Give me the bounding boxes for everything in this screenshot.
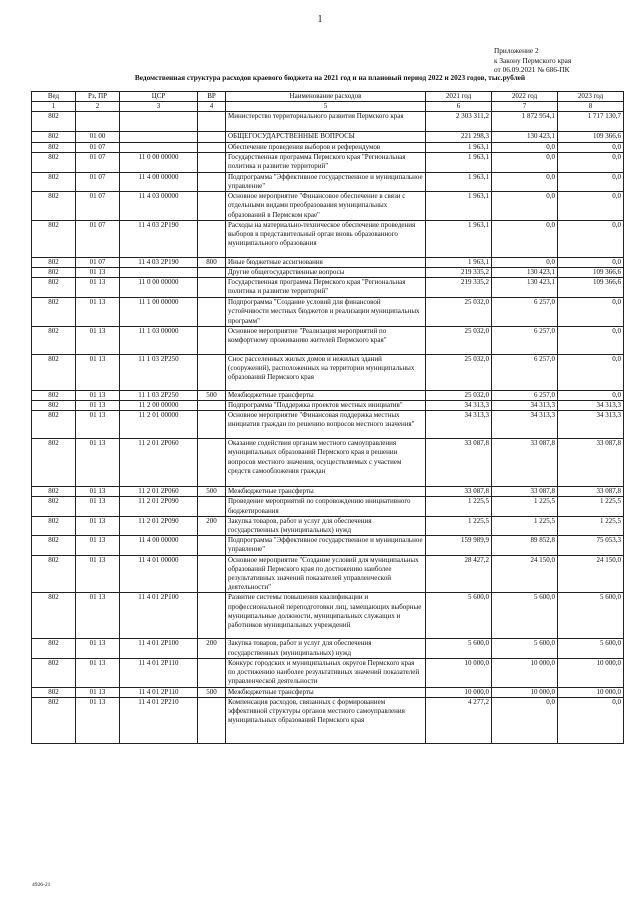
- table-row: [32, 497, 624, 516]
- table-row: [32, 257, 624, 267]
- table-row: [32, 112, 624, 132]
- cell-amount-2021: 25 032,0: [426, 326, 492, 354]
- cell-amount-2022: 1 225,5: [492, 497, 558, 516]
- cell-amount-2023: 75 053,3: [558, 536, 624, 555]
- cell-expense-type: [198, 411, 226, 439]
- cell-ved: 802: [32, 152, 76, 172]
- cell-expense-type: [198, 192, 226, 221]
- cell-ved: 802: [32, 687, 76, 697]
- cell-expense-name: Межбюджетные трансферты: [226, 390, 426, 400]
- table-row: [32, 555, 624, 593]
- table-row: [32, 220, 624, 257]
- cell-expense-type: [198, 326, 226, 354]
- cell-amount-2021: 33 087,8: [426, 439, 492, 487]
- cell-expense-name: Подпрограмма "Создание условий для финансовой устойчивости местных бюджетов и реализации муниципальных программ": [226, 298, 426, 327]
- cell-section: 01 13: [76, 298, 120, 327]
- cell-section: 01 13: [76, 278, 120, 298]
- cell-amount-2022: 6 257,0: [492, 354, 558, 390]
- cell-amount-2023: 109 366,6: [558, 278, 624, 298]
- cell-target-article: [120, 268, 198, 278]
- table-row: [32, 516, 624, 535]
- table-row: [32, 390, 624, 400]
- cell-ved: 802: [32, 411, 76, 439]
- cell-amount-2022: 33 087,8: [492, 439, 558, 487]
- cell-target-article: 11 4 00 00000: [120, 536, 198, 555]
- cell-amount-2023: 24 150,0: [558, 555, 624, 593]
- page-number: 1: [317, 14, 323, 25]
- cell-expense-type: [198, 278, 226, 298]
- cell-target-article: 11 2 01 2P090: [120, 497, 198, 516]
- table-row: [32, 354, 624, 390]
- cell-amount-2022: 0,0: [492, 220, 558, 257]
- cell-section: [76, 112, 120, 132]
- cell-ved: 802: [32, 268, 76, 278]
- cell-ved: 802: [32, 487, 76, 497]
- appendix-block: [494, 46, 571, 75]
- cell-target-article: 11 4 01 2P100: [120, 593, 198, 639]
- cell-section: 01 07: [76, 172, 120, 191]
- cell-section: 01 07: [76, 152, 120, 172]
- cell-section: 01 13: [76, 497, 120, 516]
- cell-expense-name: Другие общегосударственные вопросы: [226, 268, 426, 278]
- cell-amount-2022: 10 000,0: [492, 658, 558, 687]
- cell-amount-2021: 34 313,3: [426, 401, 492, 411]
- appendix-line: к Закону Пермского края: [494, 55, 572, 65]
- column-number: 2: [76, 102, 120, 112]
- cell-expense-type: [198, 298, 226, 327]
- cell-amount-2023: 5 600,0: [558, 639, 624, 658]
- table-row: [32, 697, 624, 743]
- cell-ved: 802: [32, 658, 76, 687]
- cell-expense-name: Основное мероприятие "Финансовое обеспечение в связи с отдельными видами преобразования муниципальных образований в Пермском крае": [226, 192, 426, 221]
- cell-amount-2022: 10 000,0: [492, 687, 558, 697]
- cell-target-article: 11 1 03 2P250: [120, 354, 198, 390]
- cell-expense-type: 200: [198, 516, 226, 535]
- cell-amount-2021: 2 303 311,2: [426, 112, 492, 132]
- cell-amount-2022: 5 600,0: [492, 639, 558, 658]
- cell-amount-2023: 34 313,3: [558, 411, 624, 439]
- cell-expense-type: [198, 497, 226, 516]
- cell-expense-type: [198, 354, 226, 390]
- cell-section: 01 13: [76, 439, 120, 487]
- cell-ved: 802: [32, 536, 76, 555]
- cell-target-article: 11 2 01 2P090: [120, 516, 198, 535]
- table-row: [32, 298, 624, 327]
- header-cell: 2023 год: [558, 92, 624, 102]
- cell-ved: 802: [32, 354, 76, 390]
- cell-amount-2023: 0,0: [558, 697, 624, 743]
- cell-amount-2022: 89 852,8: [492, 536, 558, 555]
- cell-amount-2022: 130 423,1: [492, 268, 558, 278]
- cell-amount-2021: 4 277,2: [426, 697, 492, 743]
- cell-expense-name: Основное мероприятие "Финансовая поддержка местных инициатив граждан по решению вопросов местного значения": [226, 411, 426, 439]
- table-row: [32, 687, 624, 697]
- cell-amount-2023: 0,0: [558, 298, 624, 327]
- cell-section: 01 07: [76, 192, 120, 221]
- cell-expense-type: [198, 112, 226, 132]
- cell-amount-2022: 6 257,0: [492, 298, 558, 327]
- cell-expense-type: [198, 593, 226, 639]
- cell-ved: 802: [32, 593, 76, 639]
- cell-ved: 802: [32, 112, 76, 132]
- cell-target-article: 11 2 00 00000: [120, 401, 198, 411]
- cell-amount-2023: 5 600,0: [558, 593, 624, 639]
- cell-ved: 802: [32, 142, 76, 152]
- cell-target-article: 11 4 01 2P110: [120, 687, 198, 697]
- cell-section: 01 13: [76, 658, 120, 687]
- cell-expense-name: Государственная программа Пермского края "Региональная политика и развитие территорий": [226, 278, 426, 298]
- cell-section: 01 13: [76, 487, 120, 497]
- cell-amount-2022: 33 087,8: [492, 487, 558, 497]
- cell-amount-2021: 1 225,5: [426, 516, 492, 535]
- cell-expense-name: Основное мероприятие "Реализация мероприятий по комфортному проживанию жителей Пермского края": [226, 326, 426, 354]
- cell-expense-name: Проведение мероприятий по сопровождению инициативного бюджетирования: [226, 497, 426, 516]
- budget-table: [31, 91, 624, 744]
- cell-section: 01 13: [76, 390, 120, 400]
- cell-amount-2023: 0,0: [558, 390, 624, 400]
- cell-amount-2021: 1 963,1: [426, 192, 492, 221]
- cell-expense-type: 800: [198, 257, 226, 267]
- cell-target-article: 11 1 03 00000: [120, 326, 198, 354]
- cell-expense-type: [198, 697, 226, 743]
- cell-target-article: 11 1 00 00000: [120, 298, 198, 327]
- cell-expense-type: 500: [198, 390, 226, 400]
- cell-amount-2021: 5 600,0: [426, 593, 492, 639]
- table-row: [32, 593, 624, 639]
- cell-amount-2021: 221 298,3: [426, 132, 492, 142]
- cell-amount-2022: 24 150,0: [492, 555, 558, 593]
- cell-amount-2023: 33 087,8: [558, 439, 624, 487]
- cell-ved: 802: [32, 257, 76, 267]
- cell-section: 01 07: [76, 220, 120, 257]
- table-row: [32, 132, 624, 142]
- cell-amount-2022: 34 313,3: [492, 411, 558, 439]
- cell-amount-2022: 130 423,1: [492, 278, 558, 298]
- cell-expense-name: Иные бюджетные ассигнования: [226, 257, 426, 267]
- cell-amount-2021: 10 000,0: [426, 687, 492, 697]
- cell-expense-type: 500: [198, 687, 226, 697]
- cell-section: 01 13: [76, 639, 120, 658]
- header-cell: Наименование расходов: [226, 92, 426, 102]
- cell-amount-2021: 1 225,5: [426, 497, 492, 516]
- cell-ved: 802: [32, 639, 76, 658]
- cell-amount-2021: 5 600,0: [426, 639, 492, 658]
- cell-expense-name: Закупка товаров, работ и услуг для обеспечения государственных (муниципальных) нужд: [226, 516, 426, 535]
- cell-amount-2023: 33 087,8: [558, 487, 624, 497]
- cell-amount-2021: 1 963,1: [426, 152, 492, 172]
- cell-target-article: 11 4 03 2P190: [120, 257, 198, 267]
- cell-amount-2021: 1 963,1: [426, 257, 492, 267]
- appendix-line: от 06.09.2021 № 686-ПК: [494, 65, 570, 74]
- cell-target-article: 11 4 01 2P210: [120, 697, 198, 743]
- cell-section: 01 13: [76, 555, 120, 593]
- cell-amount-2021: 1 963,1: [426, 220, 492, 257]
- cell-amount-2023: 0,0: [558, 172, 624, 191]
- cell-ved: 802: [32, 278, 76, 298]
- cell-ved: 802: [32, 326, 76, 354]
- cell-amount-2021: 219 335,2: [426, 268, 492, 278]
- cell-ved: 802: [32, 401, 76, 411]
- cell-target-article: 11 2 01 2P060: [120, 439, 198, 487]
- cell-amount-2021: 159 989,9: [426, 536, 492, 555]
- footer-code: 4926-21: [32, 882, 51, 888]
- cell-amount-2023: 10 000,0: [558, 687, 624, 697]
- cell-section: 01 13: [76, 411, 120, 439]
- cell-expense-name: Подпрограмма "Эффективное государственное и муниципальное управление": [226, 536, 426, 555]
- table-row: [32, 439, 624, 487]
- cell-amount-2021: 10 000,0: [426, 658, 492, 687]
- cell-target-article: 11 4 03 00000: [120, 192, 198, 221]
- cell-expense-name: Министерство территориального развития Пермского края: [226, 112, 426, 132]
- table-row: [32, 172, 624, 191]
- cell-section: 01 07: [76, 257, 120, 267]
- cell-amount-2022: 0,0: [492, 697, 558, 743]
- cell-amount-2023: 0,0: [558, 142, 624, 152]
- cell-amount-2023: 10 000,0: [558, 658, 624, 687]
- cell-expense-type: [198, 555, 226, 593]
- table-row: [32, 278, 624, 298]
- header-cell: 2021 год: [426, 92, 492, 102]
- header-cell: Вед: [32, 92, 76, 102]
- cell-expense-name: Оказание содействия органам местного самоуправления муниципальных образований Пермского края в решении вопросов местного значения, осуществляемых с участием средств самообложения граждан: [226, 439, 426, 487]
- cell-ved: 802: [32, 697, 76, 743]
- header-cell: Рз, ПР: [76, 92, 120, 102]
- cell-expense-name: Обеспечение проведения выборов и референдумов: [226, 142, 426, 152]
- cell-amount-2021: 25 032,0: [426, 298, 492, 327]
- cell-amount-2023: 0,0: [558, 192, 624, 221]
- header-cell: ВР: [198, 92, 226, 102]
- cell-amount-2023: 0,0: [558, 152, 624, 172]
- table-row: [32, 411, 624, 439]
- cell-ved: 802: [32, 172, 76, 191]
- cell-expense-type: [198, 439, 226, 487]
- column-number: 4: [198, 102, 226, 112]
- cell-section: 01 13: [76, 697, 120, 743]
- cell-expense-name: Межбюджетные трансферты: [226, 687, 426, 697]
- cell-amount-2022: 0,0: [492, 172, 558, 191]
- cell-amount-2023: 1 717 130,7: [558, 112, 624, 132]
- cell-expense-name: ОБЩЕГОСУДАРСТВЕННЫЕ ВОПРОСЫ: [226, 132, 426, 142]
- cell-amount-2022: 34 313,3: [492, 401, 558, 411]
- cell-amount-2023: 34 313,3: [558, 401, 624, 411]
- cell-target-article: 11 4 01 2P110: [120, 658, 198, 687]
- cell-expense-name: Развитие системы повышения квалификации и профессиональной переподготовки лиц, замещающих выборные муниципальные должности, муниципальных служащих и работников муниципальных учреждений: [226, 593, 426, 639]
- header-cell: 2022 год: [492, 92, 558, 102]
- cell-section: 01 07: [76, 142, 120, 152]
- cell-amount-2022: 1 225,5: [492, 516, 558, 535]
- table-row: [32, 142, 624, 152]
- cell-section: 01 13: [76, 354, 120, 390]
- cell-expense-type: [198, 152, 226, 172]
- cell-ved: 802: [32, 516, 76, 535]
- cell-expense-type: [198, 220, 226, 257]
- cell-section: 01 13: [76, 326, 120, 354]
- cell-expense-name: Основное мероприятие "Создание условий для муниципальных образований Пермского края по достижению наиболее результативных значений показателей управленческой деятельности": [226, 555, 426, 593]
- cell-expense-type: [198, 268, 226, 278]
- cell-amount-2021: 219 335,2: [426, 278, 492, 298]
- table-row: [32, 658, 624, 687]
- cell-ved: 802: [32, 220, 76, 257]
- cell-ved: 802: [32, 497, 76, 516]
- cell-expense-type: 500: [198, 487, 226, 497]
- cell-amount-2021: 25 032,0: [426, 354, 492, 390]
- cell-expense-type: 200: [198, 639, 226, 658]
- cell-amount-2022: 0,0: [492, 142, 558, 152]
- cell-section: 01 13: [76, 401, 120, 411]
- column-number: 6: [426, 102, 492, 112]
- cell-amount-2023: 1 225,5: [558, 516, 624, 535]
- cell-target-article: [120, 142, 198, 152]
- cell-expense-type: [198, 142, 226, 152]
- cell-amount-2021: 33 087,8: [426, 487, 492, 497]
- cell-expense-name: Государственная программа Пермского края "Региональная политика и развитие территорий": [226, 152, 426, 172]
- cell-amount-2022: 6 257,0: [492, 390, 558, 400]
- cell-amount-2022: 1 872 954,1: [492, 112, 558, 132]
- cell-expense-type: [198, 401, 226, 411]
- cell-ved: 802: [32, 298, 76, 327]
- cell-ved: 802: [32, 555, 76, 593]
- cell-expense-name: Расходы на материально-техническое обеспечение проведения выборов в представительный орган вновь образованного муниципального образования: [226, 220, 426, 257]
- cell-expense-name: Подпрограмма "Эффективное государственное и муниципальное управление": [226, 172, 426, 191]
- cell-expense-type: [198, 132, 226, 142]
- cell-expense-name: Межбюджетные трансферты: [226, 487, 426, 497]
- cell-ved: 802: [32, 390, 76, 400]
- cell-target-article: 11 2 01 00000: [120, 411, 198, 439]
- cell-target-article: 11 0 00 00000: [120, 152, 198, 172]
- table-row: [32, 487, 624, 497]
- cell-expense-name: Снос расселенных жилых домов и нежилых зданий (сооружений), расположенных на территории муниципальных образований Пермского края: [226, 354, 426, 390]
- table-row: [32, 401, 624, 411]
- table-row: [32, 536, 624, 555]
- cell-target-article: 11 4 01 2P100: [120, 639, 198, 658]
- cell-target-article: 11 0 00 00000: [120, 278, 198, 298]
- cell-amount-2021: 1 963,1: [426, 142, 492, 152]
- cell-target-article: [120, 132, 198, 142]
- cell-amount-2023: 109 366,6: [558, 132, 624, 142]
- cell-target-article: 11 2 01 2P060: [120, 487, 198, 497]
- cell-amount-2023: 109 366,6: [558, 268, 624, 278]
- cell-amount-2021: 1 963,1: [426, 172, 492, 191]
- cell-amount-2023: 0,0: [558, 354, 624, 390]
- cell-amount-2023: 0,0: [558, 220, 624, 257]
- cell-expense-type: [198, 658, 226, 687]
- cell-amount-2021: 25 032,0: [426, 390, 492, 400]
- cell-target-article: [120, 112, 198, 132]
- cell-target-article: 11 4 00 00000: [120, 172, 198, 191]
- cell-amount-2022: 0,0: [492, 192, 558, 221]
- column-number: 1: [32, 102, 76, 112]
- cell-section: 01 13: [76, 516, 120, 535]
- column-number: 5: [226, 102, 426, 112]
- table-row: [32, 268, 624, 278]
- cell-expense-name: Конкурс городских и муниципальных округов Пермского края по достижению наиболее результативных значений показателей управленческой деятельности: [226, 658, 426, 687]
- table-row: [32, 152, 624, 172]
- cell-expense-name: Подпрограмма "Поддержка проектов местных инициатив": [226, 401, 426, 411]
- appendix-line: Приложение 2: [494, 46, 539, 55]
- cell-amount-2022: 0,0: [492, 257, 558, 267]
- table-row: [32, 639, 624, 658]
- cell-target-article: 11 4 01 00000: [120, 555, 198, 593]
- cell-amount-2021: 28 427,2: [426, 555, 492, 593]
- cell-amount-2022: 6 257,0: [492, 326, 558, 354]
- cell-amount-2022: 0,0: [492, 152, 558, 172]
- cell-ved: 802: [32, 439, 76, 487]
- cell-section: 01 13: [76, 593, 120, 639]
- cell-amount-2023: 1 225,5: [558, 497, 624, 516]
- cell-section: 01 13: [76, 268, 120, 278]
- cell-section: 01 13: [76, 687, 120, 697]
- header-cell: ЦСР: [120, 92, 198, 102]
- cell-expense-type: [198, 172, 226, 191]
- cell-amount-2023: 0,0: [558, 326, 624, 354]
- column-number-row: [32, 102, 624, 112]
- cell-amount-2022: 130 423,1: [492, 132, 558, 142]
- column-number: 3: [120, 102, 198, 112]
- cell-expense-name: Закупка товаров, работ и услуг для обеспечения государственных (муниципальных) нужд: [226, 639, 426, 658]
- column-number: 7: [492, 102, 558, 112]
- table-row: [32, 326, 624, 354]
- cell-expense-name: Компенсация расходов, связанных с формированием эффективной структуры органов местного самоуправления муниципальных образований Пермского края: [226, 697, 426, 743]
- document-title: Ведомственная структура расходов краевого бюджета на 2021 год и на плановый период 2022 и 2023 годов, тыс.рублей: [134, 73, 526, 82]
- cell-section: 01 00: [76, 132, 120, 142]
- header-row: [32, 92, 624, 102]
- cell-target-article: 11 4 03 2P190: [120, 220, 198, 257]
- cell-expense-type: [198, 536, 226, 555]
- table-row: [32, 192, 624, 221]
- cell-amount-2022: 5 600,0: [492, 593, 558, 639]
- cell-amount-2023: 0,0: [558, 257, 624, 267]
- column-number: 8: [558, 102, 624, 112]
- cell-target-article: 11 1 03 2P250: [120, 390, 198, 400]
- cell-ved: 802: [32, 132, 76, 142]
- cell-amount-2021: 34 313,3: [426, 411, 492, 439]
- cell-ved: 802: [32, 192, 76, 221]
- cell-section: 01 13: [76, 536, 120, 555]
